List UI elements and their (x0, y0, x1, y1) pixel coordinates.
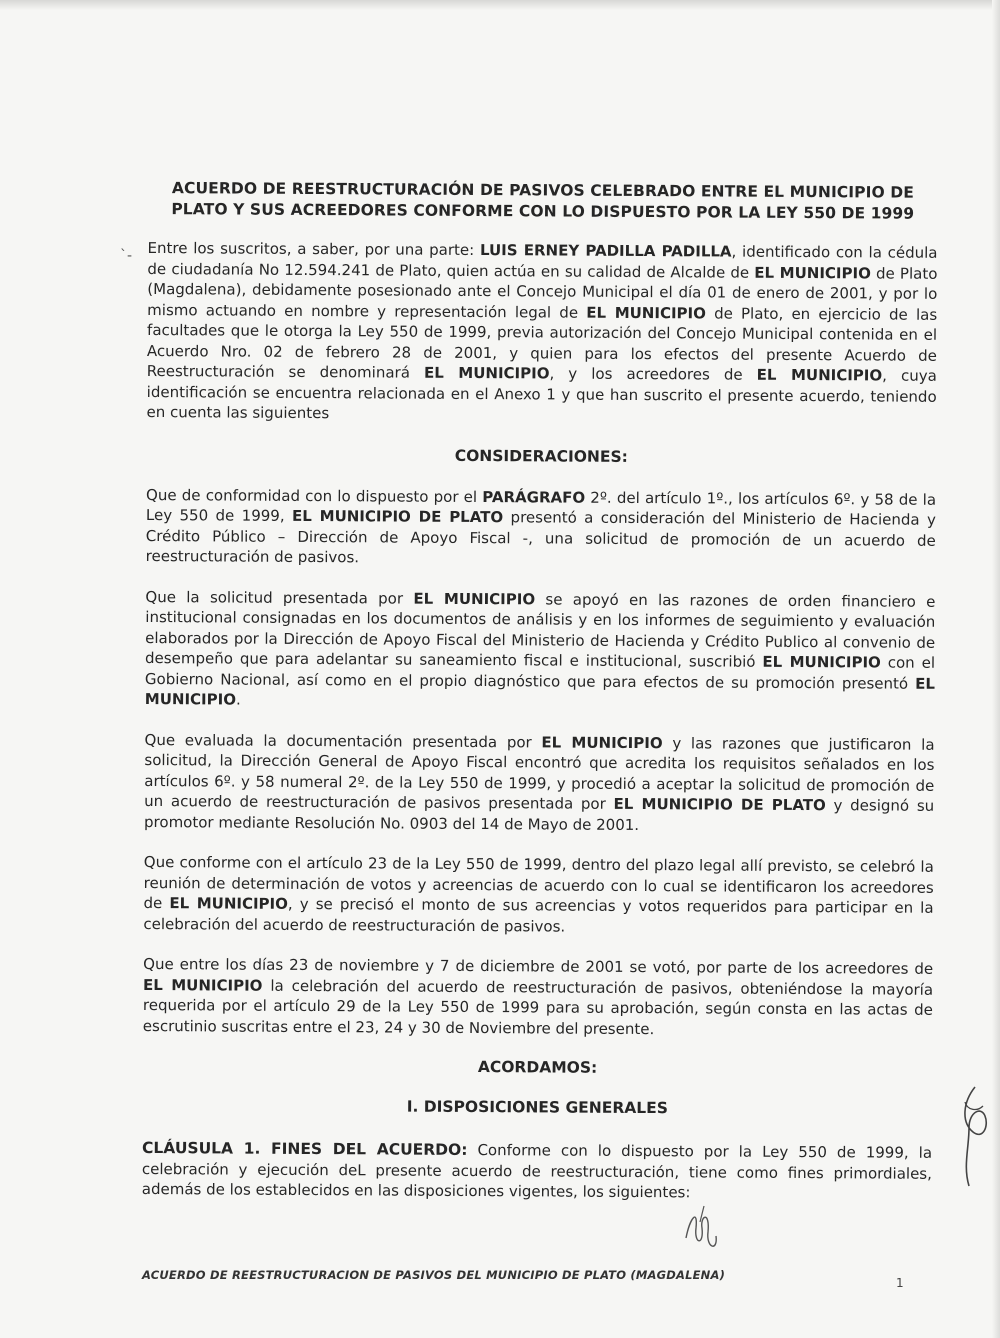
text-run: 2º. del artículo 1º., los artículos 6º. y 58 de la Ley 550 de 1999, (145, 488, 937, 525)
text-run: con el Gobierno Nacional, así como en el propio diagnóstico que para efectos de su promoción presentó (144, 653, 936, 693)
bold-text: EL MUNICIPIO (423, 363, 550, 383)
bold-text: EL MUNICIPIO (413, 589, 536, 608)
text-run: Que de conformidad con lo dispuesto por el (146, 485, 483, 506)
text-run: se apoyó en las razones de orden financiero e institucional consignadas en los documentos de análisis y en los informes de seguimiento y evaluación elaborados por la Dirección de Apoyo Fiscal del Ministerio de Hacienda y Crédito Publico al convenio de desempeño que para adelantar su saneamiento fiscal e institucional, suscribió (145, 589, 936, 671)
text-run: , identificado con la cédula de ciudadanía No 12.594.241 de Plato, quien actúa en su calidad de Alcalde de (147, 242, 938, 282)
text-run: , y se precisó el monto de sus acreencias y votos requeridos para participar en la celebración del acuerdo de reestructuración de pasivos. (143, 894, 934, 936)
text-run: Que evaluada la documentación presentada por (144, 730, 542, 751)
consideration-paragraph (144, 729, 935, 836)
intro-paragraph (147, 238, 938, 427)
clause-paragraph (142, 1138, 932, 1204)
text-run: Que conforme con el artículo 23 de la Ley 550 de 1999, dentro del plazo legal allí previsto, se celebró la reunión de determinación de votos y acreencias de acuerdo con lo cual se identificaron los acreedores de (143, 852, 934, 913)
text-run: presentó a consideración del Ministerio de Hacienda y Crédito Público – Dirección de Apoyo Fiscal -, una solicitud de promoción de un acuerdo de reestructuración de pasivos. (145, 508, 936, 567)
page-footer: ACUERDO DE REESTRUCTURACION DE PASIVOS DEL MUNICIPIO DE PLATO (MAGDALENA) (142, 1268, 726, 1282)
consideration-paragraph (143, 954, 933, 1041)
bold-text: EL MUNICIPIO (762, 652, 881, 672)
text-run: . (235, 690, 241, 709)
text-run: y las razones que justificaron la solicitud, la Dirección General de Apoyo Fiscal encontró que acredita los requisitos señalados en los artículos 6º. y 58 numeral 2º. de la Ley 550 de 1999, y procedió a aceptar la solicitud de promoción de un acuerdo de reestructuración de pasivos presentada por (144, 733, 935, 813)
consideration-paragraph (143, 852, 933, 939)
bold-text: LUIS ERNEY PADILLA PADILLA (479, 241, 732, 261)
section-heading: I. DISPOSICIONES GENERALES (406, 1097, 668, 1118)
considerations-heading: CONSIDERACIONES: (454, 446, 628, 466)
bold-text: EL MUNICIPIO (756, 365, 883, 385)
bold-text: EL MUNICIPIO (169, 894, 288, 913)
bold-text: EL MUNICIPIO DE PLATO (613, 794, 826, 815)
bold-text: EL MUNICIPIO (541, 732, 663, 752)
text-run: Que entre los días 23 de noviembre y 7 de diciembre de 2001 se votó, por parte de los acreedores de (143, 954, 934, 978)
bold-text: EL MUNICIPIO (586, 303, 706, 322)
text-run: , cuya identificación se encuentra relacionada en el Anexo 1 y que han suscrito el presente acuerdo, teniendo en cuenta las siguientes (146, 366, 937, 423)
text-run: y designó su promotor mediante Resolución No. 0903 del 14 de Mayo de 2001. (144, 796, 935, 834)
consideration-paragraph (146, 484, 936, 571)
bold-text: EL MUNICIPIO (143, 975, 263, 995)
initials-signature (680, 1198, 726, 1258)
bold-text: EL MUNICIPIO DE PLATO (291, 506, 504, 527)
scan-top-edge (0, 0, 1000, 10)
text-run: la celebración del acuerdo de reestructuración de pasivos, obteniéndose la mayoría requerida por el artículo 29 de la Ley 550 de 1999 para su aprobación, según consta en las actas de escrutinio suscritas entre el 23, 24 y 30 de Noviembre del presente. (142, 976, 934, 1038)
document-title: ACUERDO DE REESTRUCTURACIÓN DE PASIVOS CELEBRADO ENTRE EL MUNICIPIO DE PLATO Y SUS ACREEDORES CONFORME CON LO DISPUESTO POR LA LEY 550 DE 1999 (171, 179, 915, 223)
text-run: Que la solicitud presentada por (145, 587, 414, 608)
margin-mark: `- (120, 248, 133, 264)
clause-title: CLÁUSULA 1. FINES DEL ACUERDO: (142, 1138, 468, 1159)
text-run: , y los acreedores de (549, 364, 757, 384)
bold-text: EL MUNICIPIO (144, 674, 935, 709)
text-run: de Plato (Magdalena), debidamente posesionado ante el Concejo Municipal el día 01 de enero de 2001, y por lo mismo actuando en nombre y representación legal de (147, 263, 938, 322)
consideration-paragraph (145, 586, 936, 714)
bold-text: EL MUNICIPIO (754, 263, 871, 282)
bold-text: PARÁGRAFO (482, 487, 586, 507)
document-body (142, 178, 938, 1204)
margin-signature (955, 1082, 995, 1192)
clause-text: Conforme con lo dispuesto por la Ley 550 de 1999, la celebración y ejecución deL presente acuerdo de reestructuración, tiene como fines primordiales, además de los establecidos en las disposiciones vigentes, los siguientes: (141, 1140, 933, 1202)
page-number: 1 (896, 1276, 904, 1290)
text-run: Entre los suscritos, a saber, por una parte: (147, 238, 481, 260)
text-run: de Plato, en ejercicio de las facultades que le otorga la Ley 550 de 1999, previa autorización del Concejo Municipal contenida en el Acuerdo Nro. 02 de febrero 28 de 2001, y quien para los efectos del presente Acuerdo de Reestructuración se denominará (146, 303, 938, 382)
agreement-heading: ACORDAMOS: (477, 1058, 598, 1077)
